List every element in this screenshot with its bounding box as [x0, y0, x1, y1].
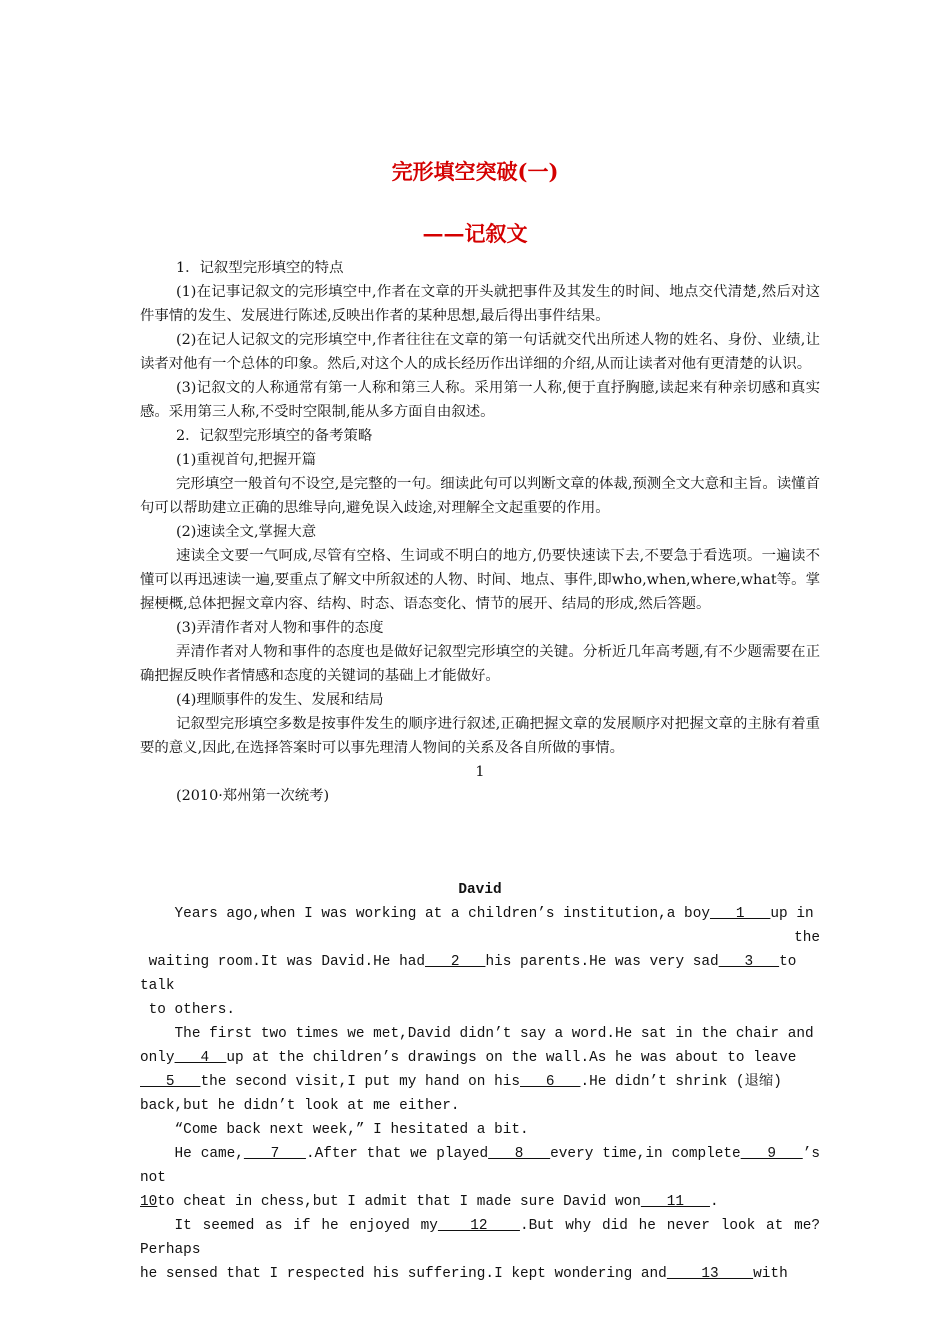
- text: his parents.He was very sad: [485, 954, 719, 970]
- blank-13: 13: [666, 1266, 754, 1282]
- text: up at the children’s drawings on the wall.As he was about to leave: [226, 1050, 797, 1066]
- passage-line: [140, 1190, 820, 1214]
- passage-title: David: [458, 882, 502, 898]
- paragraph: (2)在记人记叙文的完形填空中,作者往往在文章的第一句话就交代出所述人物的姓名、身份、业绩,让读者对他有一个总体的印象。然后,对这个人的成长经历作出详细的介绍,从而让读者对他有更清楚的认识。: [140, 332, 820, 372]
- passage-line: [140, 1214, 820, 1262]
- text: .After that we played: [305, 1146, 489, 1162]
- text: only: [140, 1050, 175, 1066]
- passage-line: [140, 1022, 820, 1046]
- blank-10: 10: [140, 1194, 158, 1210]
- cloze-passage: [140, 878, 820, 1286]
- blank-12: 12: [437, 1218, 520, 1234]
- blank-11: 11: [640, 1194, 710, 1210]
- subheading: (1)重视首句,把握开篇: [176, 452, 317, 468]
- paragraph: (1)在记事记叙文的完形填空中,作者在文章的开头就把事件及其发生的时间、地点交代清楚,然后对这件事情的发生、发展进行陈述,反映出作者的某种思想,最后得出事件结果。: [140, 284, 820, 324]
- blank-5: 5: [140, 1074, 201, 1090]
- passage-line: [140, 974, 820, 998]
- text: he sensed that I respected his suffering.I kept wondering and: [140, 1266, 667, 1282]
- paragraph: 记叙型完形填空多数是按事件发生的顺序进行叙述,正确把握文章的发展顺序对把握文章的主脉有着重要的意义,因此,在选择答案时可以事先理清人物间的关系及各自所做的事情。: [140, 716, 820, 756]
- passage-line: [140, 1046, 820, 1070]
- passage-line: [140, 998, 820, 1022]
- text: talk: [140, 978, 175, 994]
- paragraph: 速读全文要一气呵成,尽管有空格、生词或不明白的地方,仍要快速读下去,不要急于看选项。一遍读不懂可以再迅速读一遍,要重点了解文中所叙述的人物、时间、地点、事件,即who,when,where,what等。掌握梗概,总体把握文章内容、结构、时态、语态变化、情节的展开、结局的形成,然后答题。: [140, 548, 820, 612]
- passage-line: [140, 926, 820, 950]
- text: He came,: [174, 1146, 244, 1162]
- text: The first two times we met,David didn’t say a word.He sat in the chair and: [174, 1026, 814, 1042]
- blank-7: 7: [243, 1146, 306, 1162]
- blank-3: 3: [718, 954, 780, 970]
- blank-6: 6: [519, 1074, 581, 1090]
- subheading: (3)弄清作者对人物和事件的态度: [176, 620, 384, 636]
- text: “Come back next week,” I hesitated a bit.: [174, 1122, 529, 1138]
- text: to others.: [148, 1002, 235, 1018]
- passage-line: [140, 1262, 820, 1286]
- text: .He didn’t shrink (退缩): [580, 1074, 782, 1090]
- passage-line: [140, 950, 820, 974]
- text: to cheat in chess,but I admit that I made sure David won: [157, 1194, 641, 1210]
- blank-1: 1: [709, 906, 771, 922]
- paragraph: (3)记叙文的人称通常有第一人称和第三人称。采用第一人称,便于直抒胸臆,读起来有种亲切感和真实感。采用第三人称,不受时空限制,能从多方面自由叙述。: [140, 380, 820, 420]
- passage-line: [140, 1094, 820, 1118]
- paragraph: 弄清作者对人物和事件的态度也是做好记叙型完形填空的关键。分析近几年高考题,有不少题需要在正确把握反映作者情感和态度的关键词的基础上才能做好。: [140, 644, 820, 684]
- subheading: (4)理顺事件的发生、发展和结局: [176, 692, 384, 708]
- blank-8: 8: [488, 1146, 551, 1162]
- text: back,but he didn’t look at me either.: [140, 1098, 460, 1114]
- text: Years ago,when I was working at a children’s institution,a boy: [174, 906, 710, 922]
- section-2-heading: 2．记叙型完形填空的备考策略: [176, 428, 373, 444]
- section-1-heading: 1．记叙型完形填空的特点: [176, 260, 344, 276]
- text: waiting room.It was David.He had: [148, 954, 425, 970]
- blank-4: 4: [174, 1050, 227, 1066]
- exercise-number: 1: [475, 764, 485, 780]
- text: ’s not: [140, 1146, 821, 1186]
- text: the: [794, 930, 820, 946]
- text: .But why did he never look at me? Perhaps: [140, 1218, 820, 1258]
- paragraph: 完形填空一般首句不设空,是完整的一句。细读此句可以判断文章的体裁,预测全文大意和主旨。读懂首句可以帮助建立正确的思维导向,避免误入歧途,对理解全文起重要的作用。: [140, 476, 820, 516]
- page-subtitle: ——记叙文: [422, 221, 528, 246]
- guide-section: [140, 256, 820, 808]
- subheading: (2)速读全文,掌握大意: [176, 524, 317, 540]
- text: the second visit,I put my hand on his: [200, 1074, 520, 1090]
- passage-line: [140, 902, 820, 926]
- text: .: [709, 1194, 719, 1210]
- text: every time,in complete: [550, 1146, 741, 1162]
- text: It seemed as if he enjoyed my: [174, 1218, 438, 1234]
- text: up in: [770, 906, 814, 922]
- passage-line: [140, 1070, 820, 1094]
- page-title: 完形填空突破(一): [391, 159, 559, 184]
- exercise-source: (2010·郑州第一次统考): [176, 788, 330, 804]
- text: to: [779, 954, 797, 970]
- passage-line: [140, 1118, 820, 1142]
- blank-9: 9: [740, 1146, 803, 1162]
- blank-2: 2: [425, 954, 486, 970]
- passage-line: [140, 1142, 820, 1190]
- text: with: [753, 1266, 788, 1282]
